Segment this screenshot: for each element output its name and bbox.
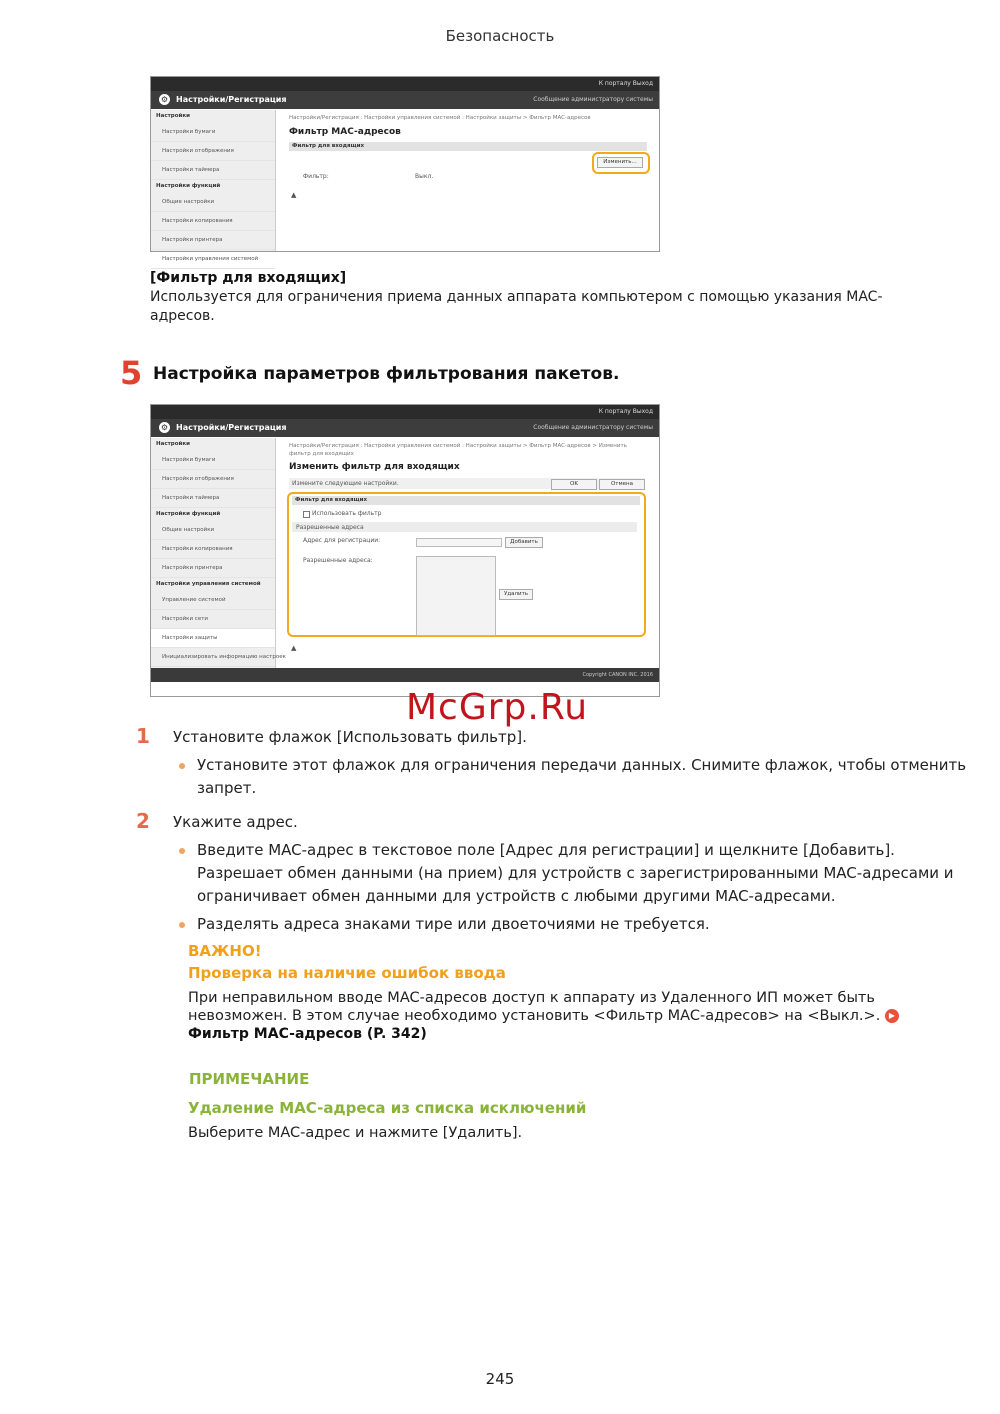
section-header: Фильтр для входящих [292, 496, 640, 505]
delete-button[interactable]: Удалить [499, 589, 533, 600]
substep-number-1: 1 [136, 724, 150, 748]
sidebar-group: Настройки [156, 441, 190, 447]
important-title: Проверка на наличие ошибок ввода [188, 964, 506, 982]
substep1-bullet-line1: Установите этот флажок для ограничения передачи данных. Снимите флажок, чтобы отменить [197, 756, 967, 774]
bullet-icon [179, 848, 185, 854]
note-heading: ПРИМЕЧАНИЕ [189, 1070, 310, 1088]
sidebar-group: Настройки [156, 113, 190, 119]
sidebar-item[interactable]: Настройки принтера [151, 231, 275, 250]
admin-message-link[interactable]: Сообщение администратору системы [533, 96, 653, 103]
allowed-address-list[interactable] [416, 556, 496, 636]
cancel-button[interactable]: Отмена [599, 479, 645, 490]
link-arrow-icon[interactable]: ▶ [885, 1009, 899, 1023]
sidebar-item[interactable]: Управление системой [151, 591, 275, 610]
sidebar-item[interactable]: Настройки копирования [151, 540, 275, 559]
sidebar-group: Настройки функций [156, 511, 221, 517]
settings-logo-icon: ⚙ [160, 95, 169, 104]
sidebar-group: Настройки управления системой [156, 581, 261, 587]
sidebar-item[interactable]: Настройки управления системой [151, 250, 275, 269]
page-top-icon[interactable]: ▲ [291, 644, 297, 652]
footer-bar [151, 668, 659, 682]
filter-value: Выкл. [415, 173, 434, 180]
sidebar [151, 438, 286, 668]
substep-number-2: 2 [136, 809, 150, 833]
settings-logo-icon: ⚙ [160, 423, 169, 432]
admin-message-link[interactable]: Сообщение администратору системы [533, 424, 653, 431]
reg-address-label: Адрес для регистрации: [303, 537, 381, 544]
sidebar-item[interactable]: Настройки таймера [151, 489, 275, 508]
watermark: McGrp.Ru [406, 687, 589, 728]
bullet-icon [179, 763, 185, 769]
use-filter-label: Использовать фильтр [312, 510, 382, 517]
important-line2-text: невозможен. В этом случае необходимо установить <Фильтр MAC-адресов> на <Выкл.>. [188, 1008, 881, 1024]
note-title: Удаление MAC-адреса из списка исключений [188, 1099, 587, 1117]
important-heading: ВАЖНО! [188, 942, 262, 960]
use-filter-checkbox[interactable] [303, 511, 310, 518]
breadcrumb: Настройки/Регистрация : Настройки управления системой : Настройки защиты > Фильтр MAC-адресов > Изменить [289, 443, 627, 449]
sidebar-item[interactable]: Настройки бумаги [151, 123, 275, 142]
sidebar-item[interactable]: Общие настройки [151, 193, 275, 212]
caption-text-line1: Используется для ограничения приема данных аппарата компьютером с помощью указания MAC- [150, 289, 883, 305]
substep2-bullet1-line1: Введите MAC-адрес в текстовое поле [Адрес для регистрации] и щелкните [Добавить]. [197, 841, 895, 859]
substep2-bullet2: Разделять адреса знаками тире или двоеточиями не требуется. [197, 915, 710, 933]
top-bar [151, 405, 659, 419]
page-number: 245 [485, 1370, 515, 1388]
sidebar-item[interactable]: Настройки копирования [151, 212, 275, 231]
add-button[interactable]: Добавить [505, 537, 543, 548]
reg-address-input[interactable] [416, 538, 502, 547]
filter-label: Фильтр: [303, 173, 329, 180]
change-label: Измените следующие настройки. [292, 480, 399, 487]
sidebar [151, 110, 276, 262]
portal-logout-links[interactable]: К порталу Выход [598, 80, 653, 87]
substep2-bullet1-line2: Разрешает обмен данными (на прием) для устройств с зарегистрированными MAC-адресами и [197, 864, 954, 882]
caption-label: [Фильтр для входящих] [150, 270, 347, 286]
ok-button[interactable]: OK [551, 479, 597, 490]
sidebar-item[interactable]: Настройки таймера [151, 161, 275, 180]
page-header: Безопасность [445, 27, 555, 45]
sidebar-item[interactable]: Настройки отображения [151, 470, 275, 489]
caption-text-line2: адресов. [150, 308, 215, 324]
substep-text-2: Укажите адрес. [173, 813, 298, 831]
screenshot-edit-filter [150, 404, 660, 697]
substep1-bullet-line2: запрет. [197, 779, 257, 797]
app-title: Настройки/Регистрация [176, 95, 287, 104]
sidebar-item[interactable]: Настройки защиты [151, 629, 275, 648]
title-bar [151, 419, 659, 437]
allowed-subheader: Разрешенные адреса [296, 524, 364, 531]
step-title: Настройка параметров фильтрования пакетов. [153, 364, 620, 384]
section-header: Фильтр для входящих [289, 142, 647, 151]
sidebar-item[interactable]: Настройки отображения [151, 142, 275, 161]
sidebar-item[interactable]: Настройки бумаги [151, 451, 275, 470]
note-text: Выберите MAC-адрес и нажмите [Удалить]. [188, 1125, 523, 1141]
sidebar-item[interactable]: Общие настройки [151, 521, 275, 540]
allowed-list-label: Разрешенные адреса: [303, 557, 373, 564]
screenshot-mac-filter [150, 76, 660, 262]
top-bar [151, 77, 659, 91]
important-line2 [188, 1007, 899, 1026]
title-bar [151, 91, 659, 109]
edit-button[interactable]: Изменить... [597, 157, 643, 168]
important-line1: При неправильном вводе MAC-адресов доступ к аппарату из Удаленного ИП может быть [188, 990, 875, 1006]
substep-text-1: Установите флажок [Использовать фильтр]. [173, 728, 527, 746]
page-title: Фильтр MAC-адресов [289, 127, 401, 137]
mac-filter-link[interactable]: Фильтр MAC-адресов (P. 342) [188, 1026, 427, 1042]
copyright: Copyright CANON INC. 2016 [582, 672, 653, 678]
page-title: Изменить фильтр для входящих [289, 462, 460, 472]
page-top-icon[interactable]: ▲ [291, 191, 297, 199]
portal-logout-links[interactable]: К порталу Выход [598, 408, 653, 415]
sidebar-item[interactable]: Настройки сети [151, 610, 275, 629]
breadcrumb: Настройки/Регистрация : Настройки управления системой : Настройки защиты > Фильтр MAC-адресов [289, 115, 591, 121]
step-number: 5 [120, 354, 143, 392]
sidebar-group: Настройки функций [156, 183, 221, 189]
breadcrumb-cont: фильтр для входящих [289, 451, 354, 457]
sidebar-item[interactable]: Настройки принтера [151, 559, 275, 578]
app-title: Настройки/Регистрация [176, 423, 287, 432]
bullet-icon [179, 922, 185, 928]
sidebar-item[interactable]: Инициализировать информацию настроек [151, 648, 275, 667]
substep2-bullet1-line3: ограничивает обмен данными для устройств с любыми другими MAC-адресами. [197, 887, 836, 905]
